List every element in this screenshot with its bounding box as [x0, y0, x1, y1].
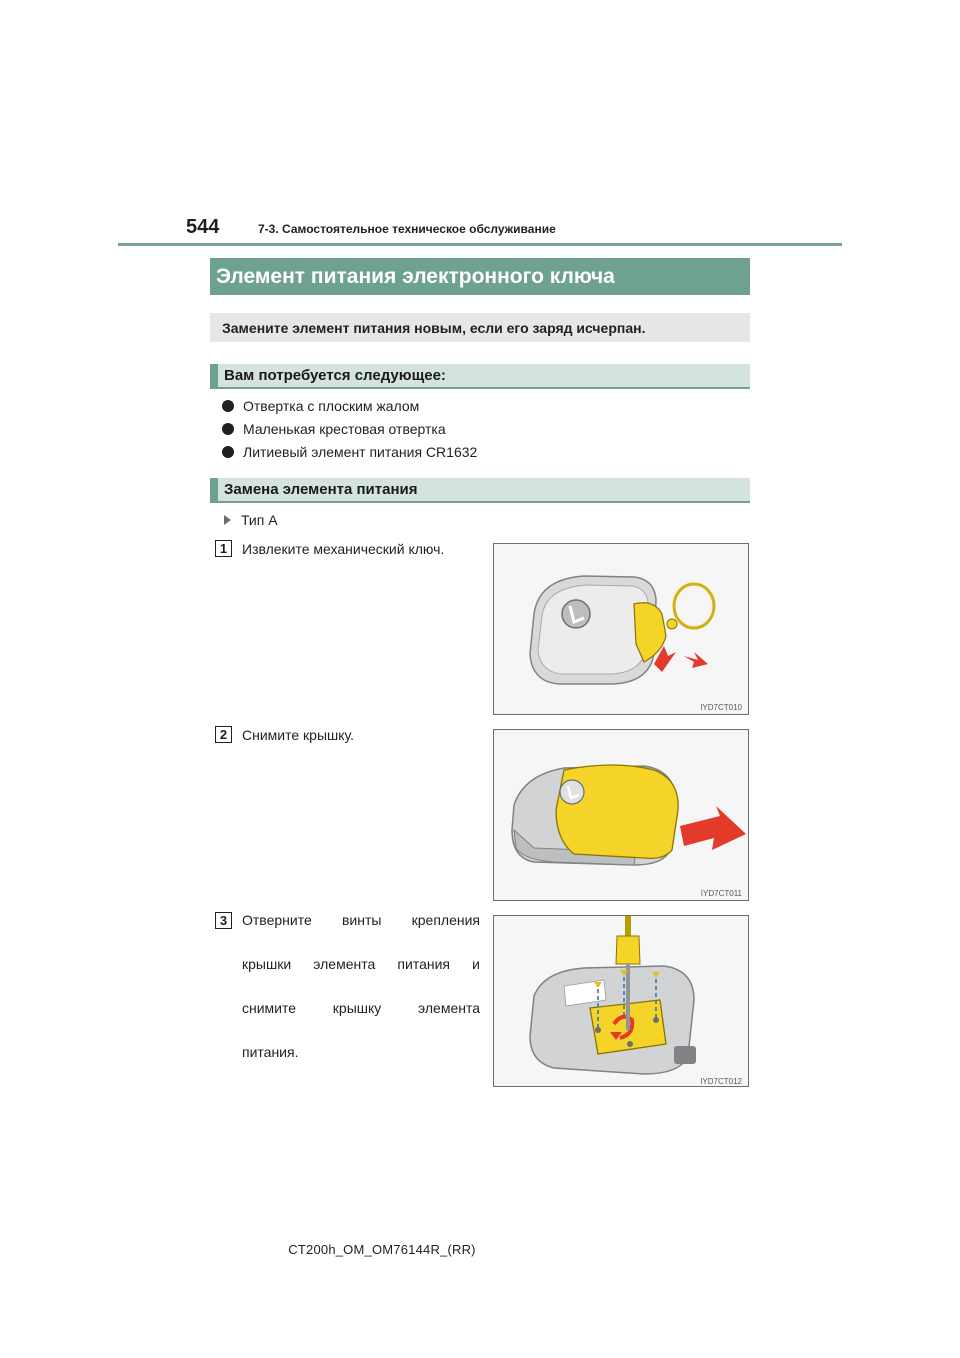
step-number-3: 3	[215, 912, 232, 929]
step-text-3-line: снимите крышку элемента	[242, 1000, 480, 1016]
battery-cover-illustration	[494, 916, 748, 1087]
figure-code: IYD7CT011	[700, 889, 742, 898]
step-text-3-line: Отверните винты крепления	[242, 912, 480, 928]
page-number: 544	[186, 216, 220, 238]
step-text-3	[242, 909, 480, 1063]
needs-heading: Вам потребуется следующее:	[210, 364, 750, 389]
main-title: Элемент питания электронного ключа	[210, 258, 750, 295]
figure-remove-cover	[493, 729, 749, 901]
type-label-text: Тип A	[241, 512, 278, 528]
bullet-icon	[222, 400, 234, 412]
figure-remove-mechanical-key	[493, 543, 749, 715]
triangle-right-icon	[224, 515, 231, 525]
figure-code: IYD7CT010	[700, 703, 742, 712]
key-cover-illustration	[494, 730, 748, 900]
footer	[0, 1242, 960, 1257]
key-fob-illustration	[494, 544, 748, 714]
header-divider	[118, 243, 842, 246]
step-text-3-line: крышки элемента питания и	[242, 956, 480, 972]
step-number-2: 2	[215, 726, 232, 743]
needs-item	[222, 398, 419, 414]
needs-item-label: Маленькая крестовая отвертка	[243, 421, 446, 437]
needs-item-label: Литиевый элемент питания CR1632	[243, 444, 478, 460]
needs-item	[222, 421, 446, 437]
section-title: 7-3. Самостоятельное техническое обслуживание	[258, 222, 556, 236]
bullet-icon	[222, 446, 234, 458]
replace-heading: Замена элемента питания	[210, 478, 750, 503]
step-number-1: 1	[215, 540, 232, 557]
step-text-1: Извлеките механический ключ.	[242, 541, 445, 557]
step-text-3-line: питания.	[242, 1044, 299, 1060]
figure-code: IYD7CT012	[700, 1077, 742, 1086]
footer-doc-code: CT200h_OM_OM76144R_(RR)	[288, 1242, 476, 1257]
bullet-icon	[222, 423, 234, 435]
step-text-2: Снимите крышку.	[242, 727, 355, 743]
needs-item	[222, 444, 477, 460]
intro-note: Замените элемент питания новым, если его заряд исчерпан.	[210, 313, 750, 342]
type-label	[224, 512, 278, 528]
needs-item-label: Отвертка с плоским жалом	[243, 398, 420, 414]
figure-remove-battery-cover	[493, 915, 749, 1087]
